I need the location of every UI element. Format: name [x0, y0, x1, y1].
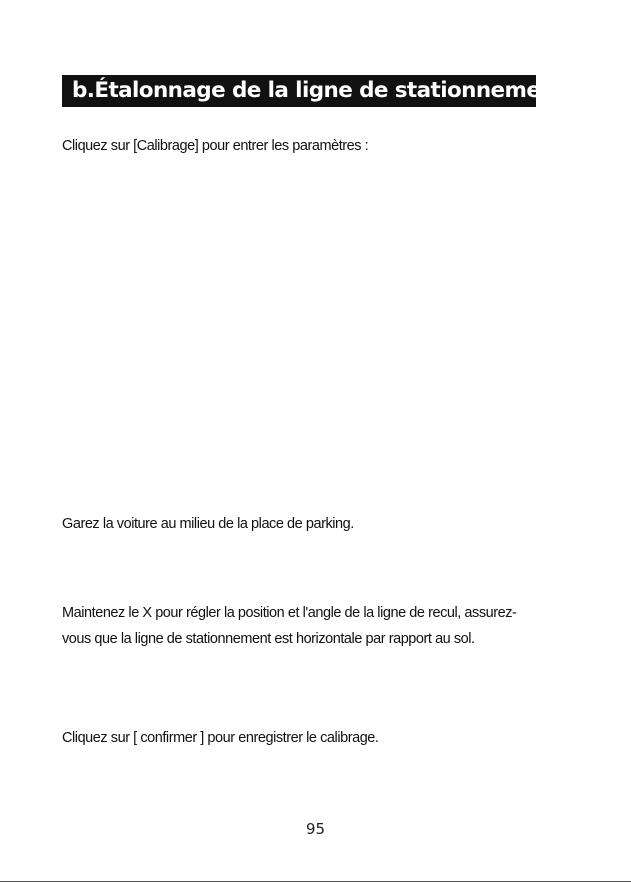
bottom-divider: [0, 881, 631, 882]
instruction-adjust-line-1: Maintenez le X pour régler la position et l'angle de la ligne de recul, assurez-: [62, 605, 517, 621]
instruction-adjust: [62, 600, 582, 652]
instruction-park: Garez la voiture au milieu de la place de parking.: [62, 516, 354, 532]
section-heading: b.Étalonnage de la ligne de stationnement: [62, 75, 536, 107]
instruction-calibrage: Cliquez sur [Calibrage] pour entrer les paramètres :: [62, 138, 369, 154]
instruction-adjust-line-2: vous que la ligne de stationnement est horizontale par rapport au sol.: [62, 631, 475, 647]
page-number: 95: [305, 820, 326, 838]
instruction-confirm: Cliquez sur [ confirmer ] pour enregistrer le calibrage.: [62, 730, 379, 746]
